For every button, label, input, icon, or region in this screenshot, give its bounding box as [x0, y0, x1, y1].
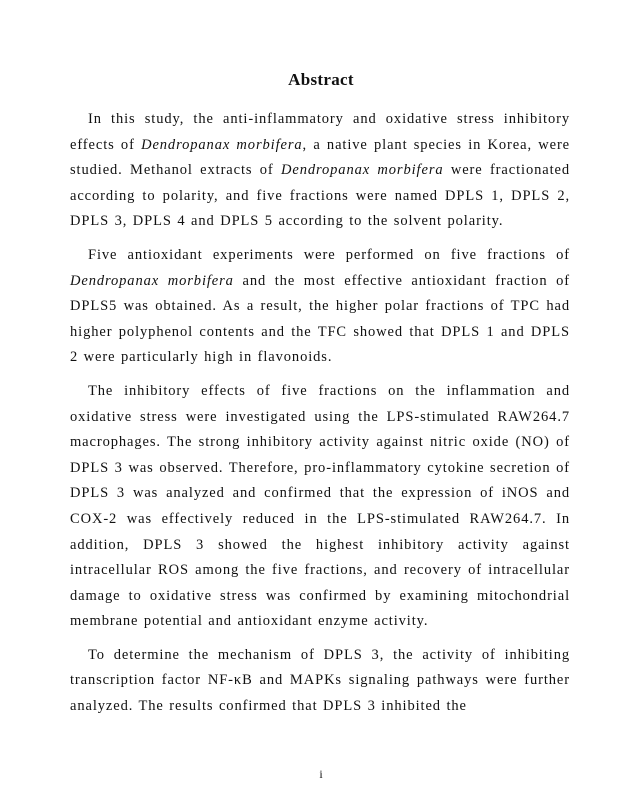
paragraph-2-text-a: Five antioxidant experiments were performed on five fractions of [88, 246, 570, 263]
paragraph-1-text-a: In this study, the anti-inflammatory and oxidative stress inhibitory effects of [70, 111, 570, 153]
species-name-italic: Dendropanax morbifera [70, 272, 234, 289]
page-title: Abstract [288, 70, 354, 89]
paragraph-4: To determine the mechanism of DPLS 3, the activity of inhibiting transcription factor NF-κB and MAPKs signaling pathways were further analyzed. The results confirmed that DPLS 3 inhibited the [70, 646, 570, 715]
paragraph-2-text-c: and the most effective antioxidant fraction of DPLS5 was obtained. As a result, the higher polar fractions of TPC had higher polyphenol contents and the TFC showed that DPLS 1 and DPLS 2 were particularly high in flavonoids. [70, 272, 570, 366]
species-name-italic: Dendropanax morbifera [141, 136, 303, 153]
paragraph-1-text-c: , a native plant species in Korea, were studied. Methanol extracts of [70, 136, 571, 179]
abstract-body [70, 107, 570, 728]
paragraph-1 [70, 107, 570, 235]
paragraph-1-text-e: were fractionated according to polarity, and five fractions were named DPLS 1, DPLS 2, DPLS 3, DPLS 4 and DPLS 5 according to the solvent polarity. [70, 162, 570, 230]
page-number: i [319, 767, 323, 781]
paragraph-2 [70, 243, 570, 371]
species-name-italic: Dendropanax morbifera [280, 162, 444, 179]
paragraph-3: The inhibitory effects of five fractions on the inflammation and oxidative stress were investigated using the LPS-stimulated RAW264.7 macrophages. The strong inhibitory activity against nitric oxide (NO) of DPLS 3 was observed. Therefore, pro-inflammatory cytokine secretion of DPLS 3 was analyzed and confirmed that the expression of iNOS and COX-2 was effectively reduced in the LPS-stimulated RAW264.7. In addition, DPLS 3 showed the highest inhibitory activity against intracellular ROS among the five fractions, and recovery of intracellular damage to oxidative stress was confirmed by examining mitochondrial membrane potential and antioxidant enzyme activity. [70, 382, 570, 630]
